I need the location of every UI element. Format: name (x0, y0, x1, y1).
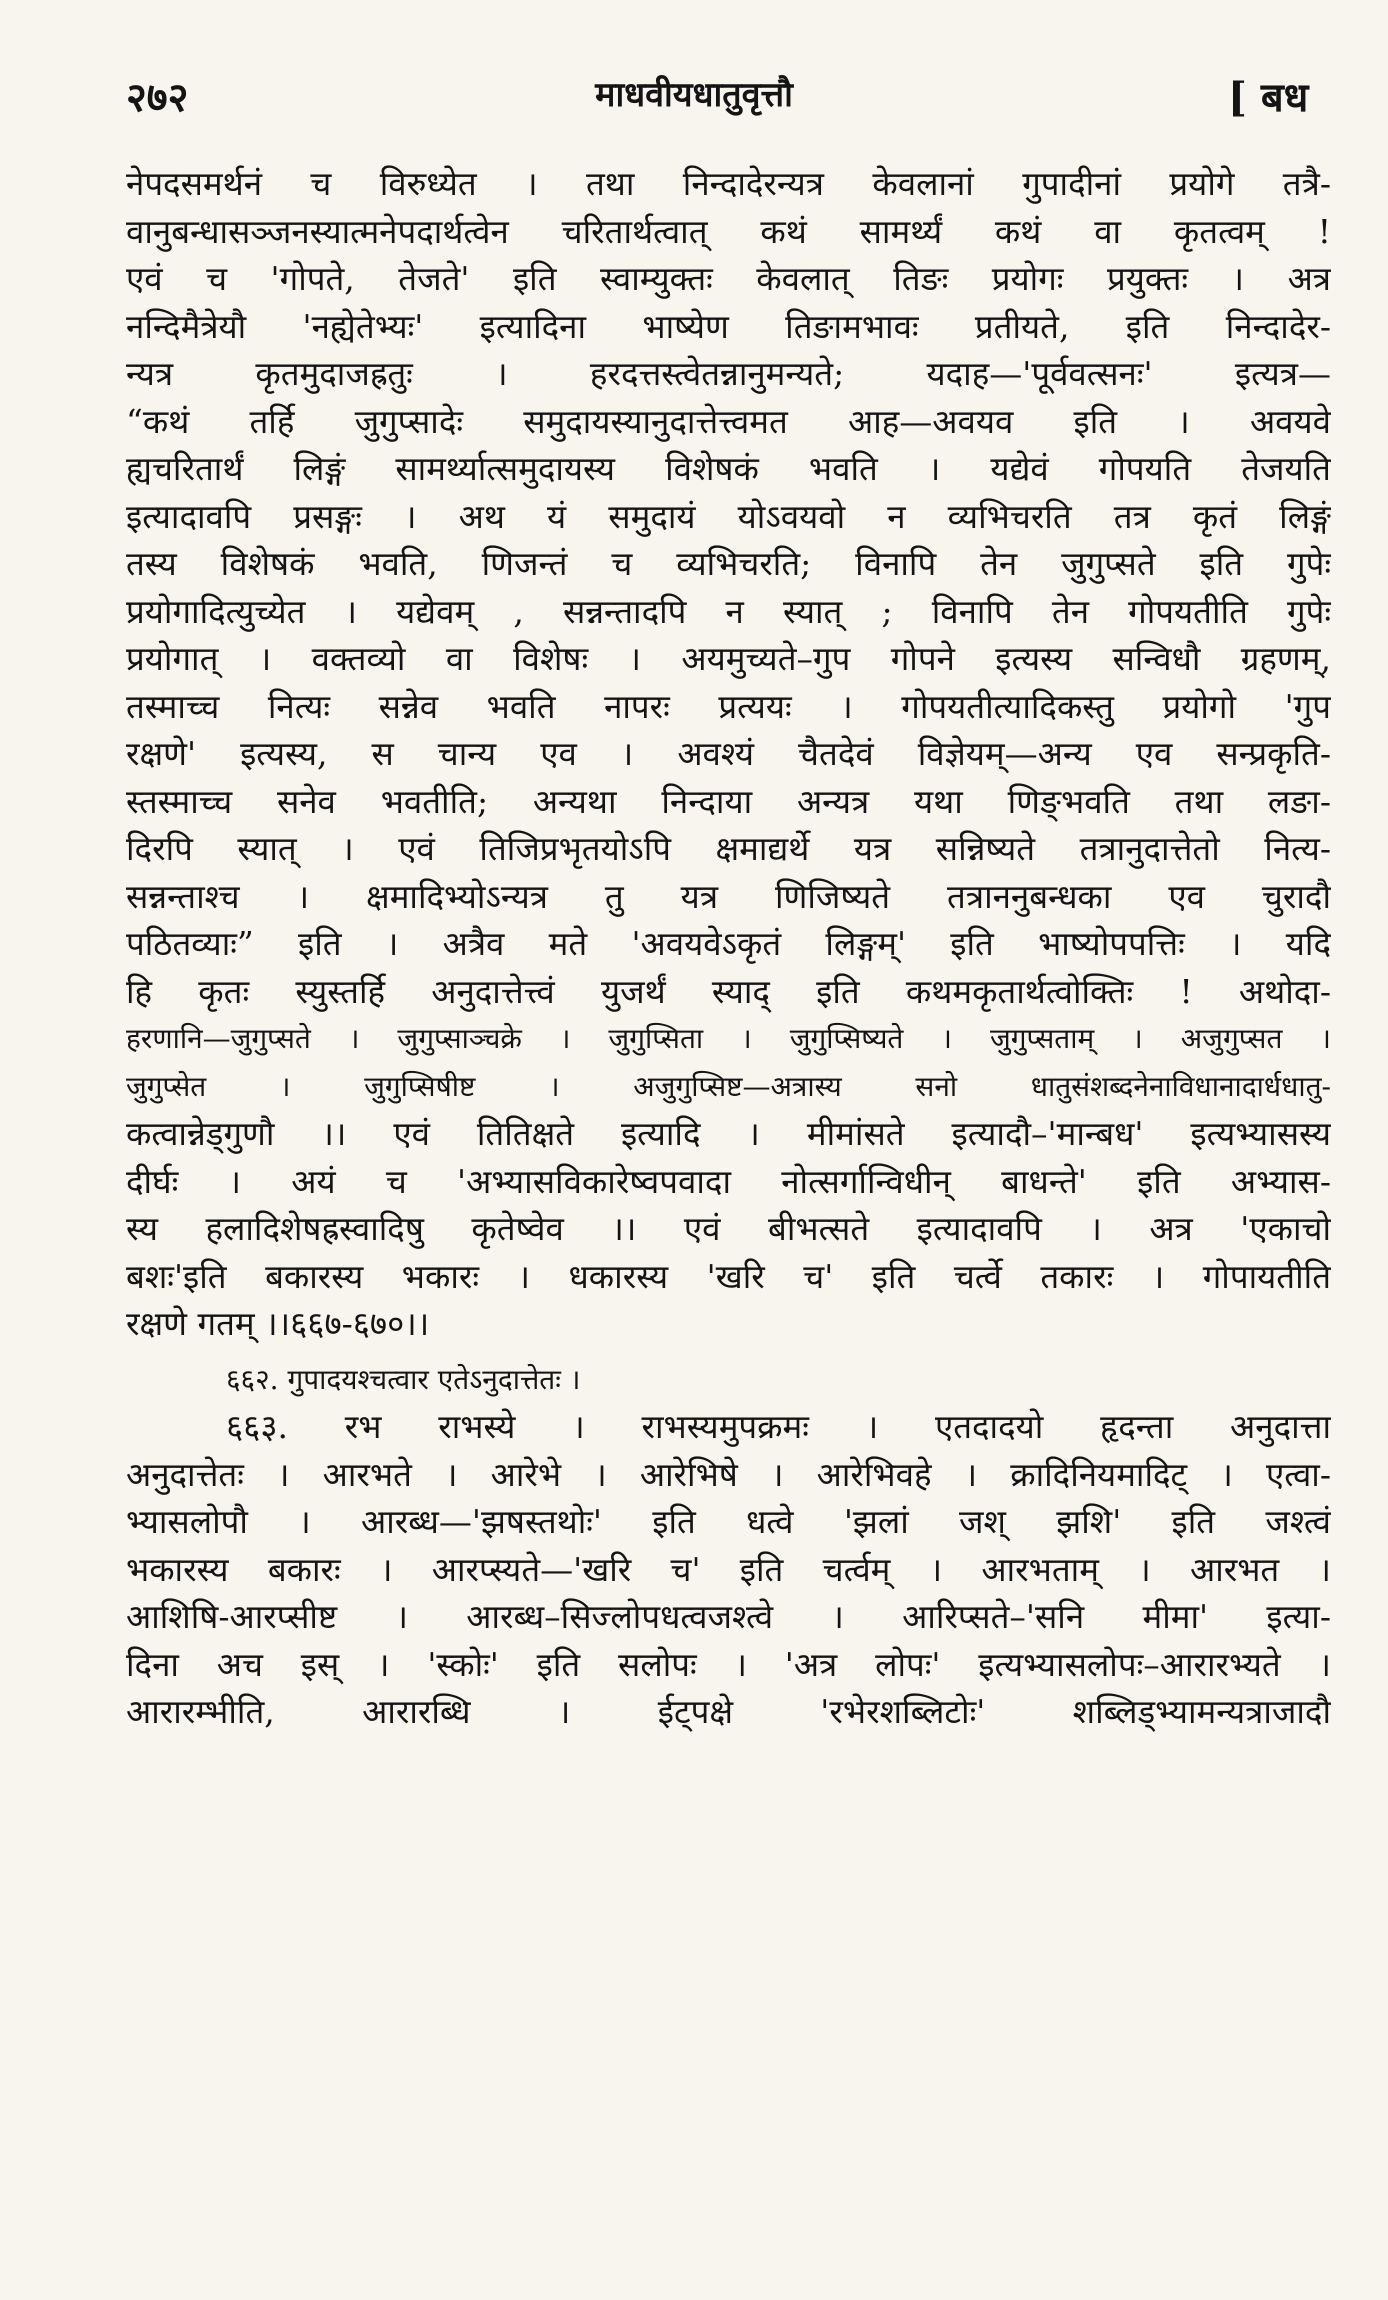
entry-663-line: दिना अच इस् । 'स्कोः' इति सलोपः । 'अत्र लोपः' इत्यभ्यासलोपः–आरारभ्यते । (126, 1644, 1331, 1684)
entry-663-line: आरारम्भीति, आरारब्धि । ईट्पक्षे 'रभेरशब्लिटोः' शब्लिड्भ्यामन्यत्राजादौ (126, 1692, 1331, 1731)
text-line: न्यत्र कृतमुदाजह्रतुः । हरदत्तस्त्वेतन्नानुमन्यते; यदाह—'पूर्ववत्सनः' इत्यत्र— (126, 354, 1331, 393)
section-mark: [ बध (1228, 74, 1309, 121)
page-header (0, 60, 1388, 130)
text-line: “कथं तर्हि जुगुप्सादेः समुदायस्यानुदात्तेत्त्वमत आह—अवयव इति । अवयवे (126, 401, 1331, 441)
text-line: नन्दिमैत्रेयौ 'नह्येतेभ्यः' इत्यादिना भाष्येण तिङामभावः प्रतीयते, इति निन्दादेर- (126, 306, 1331, 346)
text-line: रक्षणे गतम् ।।६६७-६७०।। (126, 1304, 430, 1343)
text-line: हि कृतः स्युस्तर्हि अनुदात्तेत्त्वं युजर्थं स्याद् इति कथमकृतार्थत्वोक्तिः ! अथोदा- (126, 971, 1331, 1011)
text-line: प्रयोगात् । वक्तव्यो वा विशेषः । अयमुच्यते–गुप गोपने इत्यस्य सन्विधौ ग्रहणम्, (126, 639, 1331, 678)
text-line: प्रयोगादित्युच्येत । यद्येवम् , सन्नन्तादपि न स्यात् ; विनापि तेन गोपयतीति गुपेः (126, 591, 1331, 631)
text-line: तस्य विशेषकं भवति, णिजन्तं च व्यभिचरति; विनापि तेन जुगुप्सते इति गुपेः (126, 544, 1331, 583)
page-number: २७२ (126, 74, 189, 121)
text-line: स्य हलादिशेषह्रस्वादिषु कृतेष्वेव ।। एवं बीभत्सते इत्यादावपि । अत्र 'एकाचो (126, 1209, 1331, 1248)
text-line: हरणानि—जुगुप्सते । जुगुप्साञ्चक्रे । जुगुप्सिता । जुगुप्सिष्यते । जुगुप्सताम् । अजुगुप्सत । (126, 1022, 1331, 1055)
text-line: स्तस्माच्च सनेव भवतीति; अन्यथा निन्दाया अन्यत्र यथा णिङ्भवति तथा लङा- (126, 781, 1331, 821)
text-line: कत्वान्नेड्गुणौ ।। एवं तितिक्षते इत्यादि । मीमांसते इत्यादौ–'मान्बध' इत्यभ्यासस्य (126, 1114, 1331, 1153)
text-line: पठितव्याः” इति । अत्रैव मते 'अवयवेऽकृतं लिङ्गम्' इति भाष्योपपत्तिः । यदि (126, 924, 1331, 963)
entry-663-line: अनुदात्तेतः । आरभते । आरेभे । आरेभिषे । आरेभिवहे । क्रादिनियमादिट् । एत्वा- (126, 1454, 1331, 1494)
text-line: जुगुप्सेत । जुगुप्सिषीष्ट । अजुगुप्सिष्ट—अत्रास्य सनो धातुसंशब्दनेनाविधानादार्धधातु- (126, 1069, 1331, 1103)
text-line: सन्नन्ताश्च । क्षमादिभ्योऽन्यत्र तु यत्र णिजिष्यते तत्राननुबन्धका एव चुरादौ (126, 876, 1331, 916)
text-line: दीर्घः । अयं च 'अभ्यासविकारेष्वपवादा नोत्सर्गान्विधीन् बाधन्ते' इति अभ्यास- (126, 1161, 1331, 1201)
entry-663-line: भ्यासलोपौ । आरब्ध—'झषस्तथोः' इति धत्वे 'झलां जश् झशि' इति जश्त्वं (126, 1502, 1331, 1541)
text-line: इत्यादावपि प्रसङ्गः । अथ यं समुदायं योऽवयवो न व्यभिचरति तत्र कृतं लिङ्गं (126, 496, 1331, 536)
text-line: दिरपि स्यात् । एवं तिजिप्रभृतयोऽपि क्षमाद्यर्थे यत्र सन्निष्यते तत्रानुदात्तेतो नित्य- (126, 829, 1331, 868)
running-title: माधवीयधातुवृत्तौ (595, 75, 793, 115)
text-line: वानुबन्धासञ्जनस्यात्मनेपदार्थत्वेन चरितार्थत्वात् कथं सामर्थ्यं कथं वा कृतत्वम् ! (126, 211, 1331, 251)
page-body (126, 160, 1331, 1736)
text-line: तस्माच्च नित्यः सन्नेव भवति नापरः प्रत्ययः । गोपयतीत्यादिकस्तु प्रयोगो 'गुप (126, 686, 1331, 726)
entry-663-line: आशिषि-आरप्सीष्ट । आरब्ध–सिज्लोपधत्वजश्त्वे । आरिप्सते–'सनि मीमा' इत्या- (126, 1597, 1331, 1636)
entry-663-line: ६६३. रभ राभस्ये । राभस्यमुपक्रमः । एतदादयो हृदन्ता अनुदात्ता (226, 1407, 1331, 1446)
sutra-662: ६६२. गुपादयश्चत्वार एतेऽनुदात्तेतः । (226, 1362, 581, 1396)
text-line: एवं च 'गोपते, तेजते' इति स्वाम्युक्तः केवलात् तिङः प्रयोगः प्रयुक्तः । अत्र (126, 259, 1331, 298)
text-line: रक्षणे' इत्यस्य, स चान्य एव । अवश्यं चैतदेवं विज्ञेयम्—अन्य एव सन्प्रकृति- (126, 734, 1331, 773)
text-line: ह्यचरितार्थं लिङ्गं सामर्थ्यात्समुदायस्य विशेषकं भवति । यद्येवं गोपयति तेजयति (126, 449, 1331, 488)
entry-663-line: भकारस्य बकारः । आरप्स्यते—'खरि च' इति चर्त्वम् । आरभताम् । आरभत । (126, 1549, 1331, 1589)
text-line: नेपदसमर्थनं च विरुध्येत । तथा निन्दादेरन्यत्र केवलानां गुपादीनां प्रयोगे तत्रै- (126, 164, 1331, 203)
text-line: बशः'इति बकारस्य भकारः । धकारस्य 'खरि च' इति चर्त्वे तकारः । गोपायतीति (126, 1256, 1331, 1296)
